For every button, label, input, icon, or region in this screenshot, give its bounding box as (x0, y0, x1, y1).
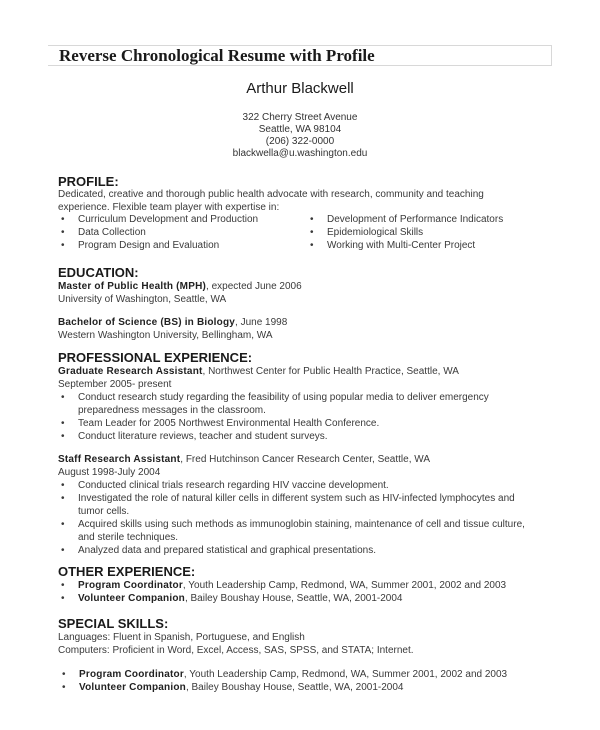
education-degree-line (58, 280, 302, 293)
bullet-icon: • (61, 580, 65, 591)
expertise-label: Program Design and Evaluation (78, 240, 220, 251)
profile-summary-line: Dedicated, creative and thorough public health advocate with research, community and teaching (58, 189, 484, 200)
job-organization: , Northwest Center for Public Health Practice, Seattle, WA (202, 366, 459, 377)
profile-summary-line: experience. Flexible team player with expertise in: (58, 202, 280, 213)
contact-block (0, 112, 600, 160)
job-duty-text: Conducted clinical trials research regarding HIV vaccine development. (78, 480, 389, 491)
degree-name: Master of Public Health (MPH) (58, 281, 207, 292)
job-title-line (58, 365, 459, 378)
expertise-label: Curriculum Development and Production (78, 214, 259, 225)
role-title: Program Coordinator (79, 669, 184, 680)
special-skills-heading: SPECIAL SKILLS: (58, 616, 169, 631)
professional-experience-heading: PROFESSIONAL EXPERIENCE: (58, 350, 253, 365)
contact-city: Seattle, WA 98104 (258, 124, 342, 135)
skills-languages: Languages: Fluent in Spanish, Portuguese, and English (58, 632, 305, 643)
skills-computers: Computers: Proficient in Word, Excel, Access, SAS, SPSS, and STATA; Internet. (58, 645, 414, 656)
bullet-icon: • (310, 227, 314, 238)
bullet-icon: • (61, 519, 65, 530)
job-title: Graduate Research Assistant (58, 366, 203, 377)
bullet-icon: • (61, 545, 65, 556)
bullet-icon: • (310, 240, 314, 251)
education-school: University of Washington, Seattle, WA (58, 294, 227, 305)
expertise-label: Development of Performance Indicators (327, 214, 504, 225)
job-organization: , Fred Hutchinson Cancer Research Center, Seattle, WA (180, 454, 431, 465)
education-school: Western Washington University, Bellingham, WA (58, 330, 273, 341)
contact-phone: (206) 322-0000 (265, 136, 335, 147)
bullet-icon: • (61, 593, 65, 604)
expertise-label: Working with Multi-Center Project (327, 240, 476, 251)
bullet-icon: • (61, 227, 65, 238)
bullet-icon: • (62, 669, 66, 680)
bullet-icon: • (61, 214, 65, 225)
job-dates: September 2005- present (58, 379, 172, 390)
bullet-icon: • (310, 214, 314, 225)
job-duty-text: Conduct research study regarding the feasibility of using popular media to deliver emergency (78, 392, 489, 403)
role-detail: , Bailey Boushay House, Seattle, WA, 2001-2004 (185, 682, 404, 693)
profile-heading: PROFILE: (58, 174, 119, 189)
role-title: Program Coordinator (78, 580, 183, 591)
role-detail: , Bailey Boushay House, Seattle, WA, 2001-2004 (184, 593, 403, 604)
candidate-name: Arthur Blackwell (246, 80, 354, 97)
document-title: Reverse Chronological Resume with Profile (59, 46, 375, 65)
job-duty-text: Analyzed data and prepared statistical and graphical presentations. (78, 545, 376, 556)
bullet-icon: • (61, 493, 65, 504)
bullet-icon: • (61, 480, 65, 491)
degree-date: , June 1998 (235, 317, 288, 328)
job-dates: August 1998-July 2004 (58, 467, 161, 478)
job-duty-text: Team Leader for 2005 Northwest Environmental Health Conference. (78, 418, 380, 429)
role-detail: , Youth Leadership Camp, Redmond, WA, Summer 2001, 2002 and 2003 (183, 669, 508, 680)
bullet-icon: • (61, 431, 65, 442)
job-duty-text: and sterile techniques. (78, 532, 179, 543)
other-experience-text (78, 592, 403, 605)
job-title: Staff Research Assistant (58, 454, 181, 465)
role-detail: , Youth Leadership Camp, Redmond, WA, Summer 2001, 2002 and 2003 (182, 580, 507, 591)
education-degree-line (58, 316, 287, 329)
other-experience-heading: OTHER EXPERIENCE: (58, 564, 196, 579)
contact-address: 322 Cherry Street Avenue (242, 112, 358, 123)
bullet-icon: • (61, 392, 65, 403)
bullet-icon: • (62, 682, 66, 693)
degree-name: Bachelor of Science (BS) in Biology (58, 317, 236, 328)
role-title: Volunteer Companion (78, 593, 185, 604)
bullet-icon: • (61, 240, 65, 251)
expertise-label: Data Collection (78, 227, 146, 238)
contact-email: blackwella@u.washington.edu (232, 148, 368, 159)
other-experience-text (78, 579, 506, 592)
job-duty-text: Conduct literature reviews, teacher and student surveys. (78, 431, 328, 442)
job-duty-text: Investigated the role of natural killer cells in different system such as HIV-infected lymphocytes and (78, 493, 515, 504)
job-duty-text: preparedness messages in the classroom. (78, 405, 266, 416)
degree-date: , expected June 2006 (206, 281, 302, 292)
education-heading: EDUCATION: (58, 265, 139, 280)
special-skills-text (79, 681, 404, 694)
role-title: Volunteer Companion (79, 682, 186, 693)
bullet-icon: • (61, 418, 65, 429)
job-duty-text: Acquired skills using such methods as immunoglobin staining, maintenance of cell and tissue culture, (78, 519, 525, 530)
job-title-line (58, 453, 430, 466)
special-skills-text (79, 668, 507, 681)
expertise-label: Epidemiological Skills (327, 227, 424, 238)
job-duty-text: tumor cells. (78, 506, 130, 517)
